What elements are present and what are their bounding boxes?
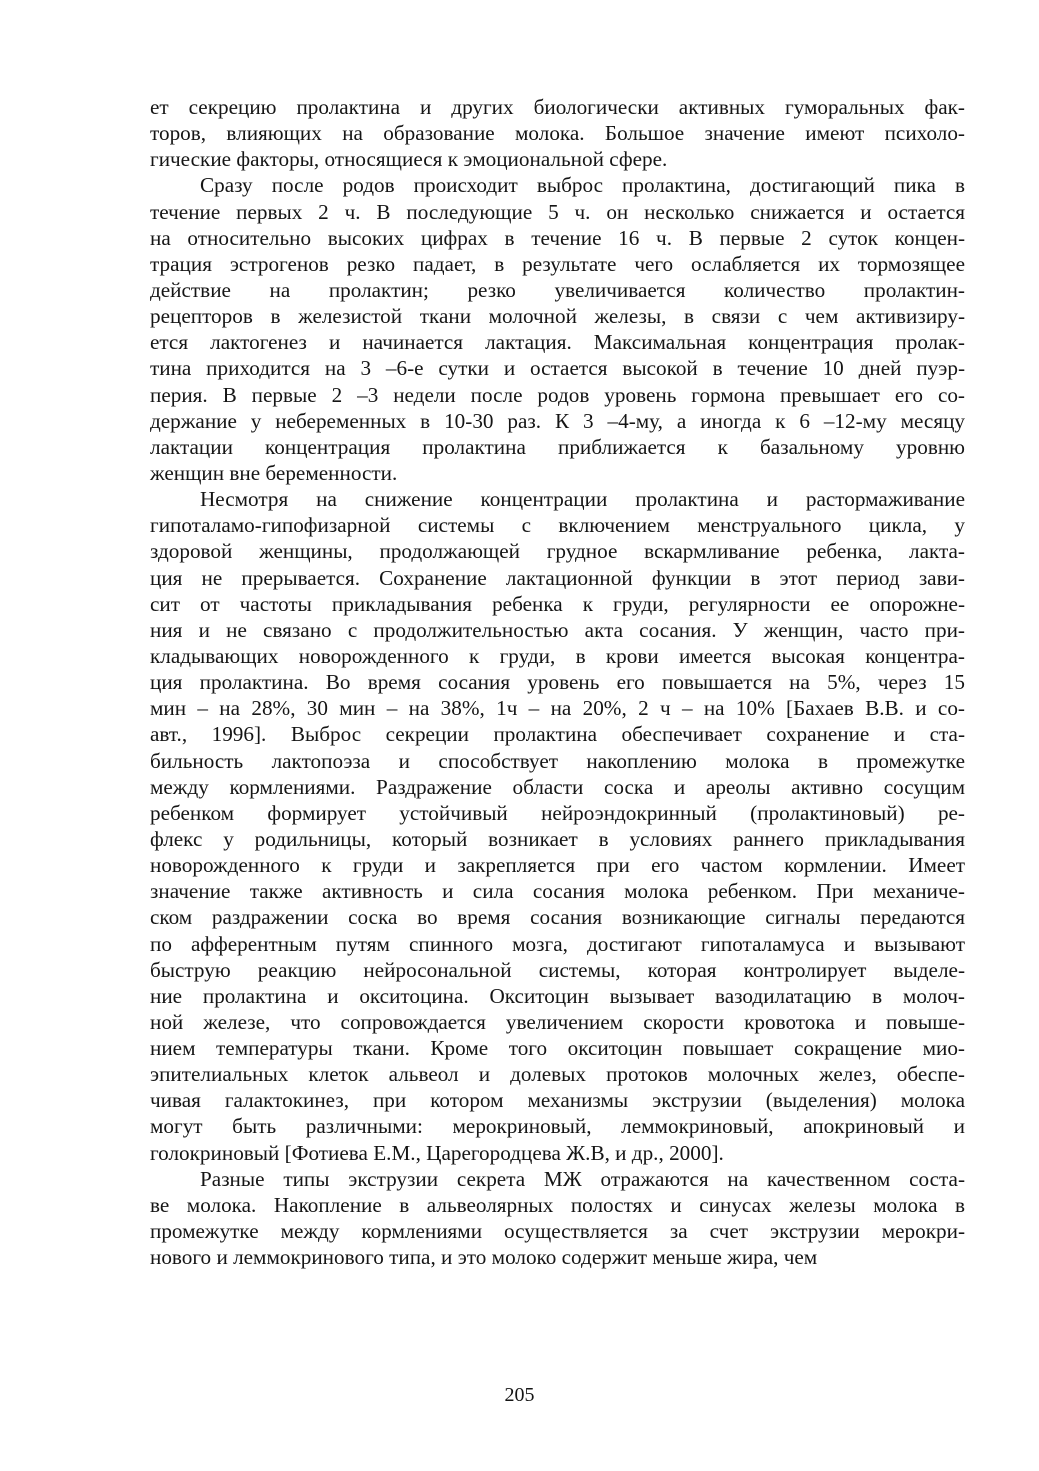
text-line: Сразу после родов происходит выброс пролактина, достигающий пика в	[200, 173, 965, 198]
text-line: гические факторы, относящиеся к эмоциональной сфере.	[150, 147, 668, 172]
text-line: ния и не связано с продолжительностью акта сосания. У женщин, часто при-	[150, 617, 965, 642]
paragraph	[150, 486, 965, 1166]
text-line: по афферентным путям спинного мозга, достигают гипоталамуса и вызывают	[150, 931, 965, 956]
text-line: здоровой женщины, продолжающей грудное вскармливание ребенка, лакта-	[150, 539, 965, 564]
text-line: быструю реакцию нейросональной системы, которая контролирует выделе-	[150, 957, 965, 982]
text-line: значение также активность и сила сосания молока ребенком. При механиче-	[150, 879, 965, 904]
text-line: между кормлениями. Раздражение области соска и ареолы активно сосущим	[150, 774, 965, 799]
text-line: ция не прерывается. Сохранение лактационной функции в этот период зави-	[150, 565, 965, 590]
text-line: чивая галактокинез, при котором механизмы экструзии (выделения) молока	[150, 1088, 965, 1113]
text-line: флекс у родильницы, который возникает в условиях раннего прикладывания	[150, 826, 965, 851]
text-line: рецепторов в железистой ткани молочной железы, в связи с чем активизиру-	[150, 304, 965, 329]
text-line: на относительно высоких цифрах в течение 16 ч. В первые 2 суток концен-	[150, 225, 965, 250]
text-line: ние пролактина и окситоцина. Окситоцин вызывает вазодилатацию в молоч-	[150, 983, 965, 1008]
text-line: новорожденного к груди и закрепляется при его частом кормлении. Имеет	[150, 853, 965, 878]
text-line: ве молока. Накопление в альвеолярных полостях и синусах железы молока в	[150, 1192, 965, 1217]
text-line: нового и леммокринового типа, и это молоко содержит меньше жира, чем	[150, 1245, 818, 1270]
text-line: действие на пролактин; резко увеличивается количество пролактин-	[150, 277, 965, 302]
text-line: гипоталамо-гипофизарной системы с включением менструального цикла, у	[150, 513, 965, 538]
paragraph	[150, 172, 965, 486]
text-line: мин – на 28%, 30 мин – на 38%, 1ч – на 20%, 2 ч – на 10% [Бахаев В.В. и со-	[150, 696, 965, 721]
text-line: сит от частоты прикладывания ребенка к груди, регулярности ее опорожне-	[150, 591, 965, 616]
paragraph	[150, 94, 965, 172]
text-line: лактации концентрация пролактина приближается к базальному уровню	[150, 434, 965, 459]
text-line: ет секрецию пролактина и других биологически активных гуморальных фак-	[150, 95, 965, 119]
text-line: авт., 1996]. Выброс секреции пролактина обеспечивает сохранение и ста-	[150, 722, 965, 747]
text-line: ском раздражении соска во время сосания возникающие сигналы передаются	[150, 905, 965, 930]
text-line: перия. В первые 2 –3 недели после родов уровень гормона превышает его со-	[150, 382, 965, 407]
text-line: эпителиальных клеток альвеол и долевых протоков молочных желез, обеспе-	[150, 1062, 965, 1087]
text-line: держание у небеременных в 10-30 раз. К 3 –4-му, а иногда к 6 –12-му месяцу	[150, 408, 965, 433]
document-body	[150, 94, 965, 1270]
page-number: 205	[504, 1384, 535, 1406]
text-line: бильность лактопоэза и способствует накоплению молока в промежутке	[150, 748, 965, 773]
text-line: промежутке между кормлениями осуществляется за счет экструзии мерокри-	[150, 1219, 965, 1244]
text-line: женщин вне беременности.	[150, 460, 398, 485]
text-line: течение первых 2 ч. В последующие 5 ч. он несколько снижается и остается	[150, 199, 965, 224]
text-line: ребенком формирует устойчивый нейроэндокринный (пролактиновый) ре-	[150, 800, 965, 825]
text-line: трация эстрогенов резко падает, в результате чего ослабляется их тормозящее	[150, 251, 965, 276]
text-line: торов, влияющих на образование молока. Большое значение имеют психоло-	[150, 121, 965, 146]
text-line: Разные типы экструзии секрета МЖ отражаются на качественном соста-	[200, 1166, 965, 1191]
text-line: кладывающих новорожденного к груди, в крови имеется высокая концентра-	[150, 643, 965, 668]
text-line: нием температуры ткани. Кроме того окситоцин повышает сокращение мио-	[150, 1036, 965, 1061]
text-line: тина приходится на 3 –6-е сутки и остается высокой в течение 10 дней пуэр-	[150, 356, 965, 381]
document-page	[150, 94, 965, 1270]
text-line: ется лактогенез и начинается лактация. Максимальная концентрация пролак-	[150, 330, 965, 355]
text-line: голокриновый [Фотиева Е.М., Царегородцева Ж.В, и др., 2000].	[150, 1140, 724, 1165]
text-line: Несмотря на снижение концентрации пролактина и растормаживание	[200, 487, 965, 512]
text-line: ция пролактина. Во время сосания уровень его повышается на 5%, через 15	[150, 670, 965, 695]
text-line: ной железе, что сопровождается увеличением скорости кровотока и повыше-	[150, 1009, 965, 1034]
paragraph	[150, 1166, 965, 1271]
text-line: могут быть различными: мерокриновый, леммокриновый, апокриновый и	[150, 1114, 965, 1139]
